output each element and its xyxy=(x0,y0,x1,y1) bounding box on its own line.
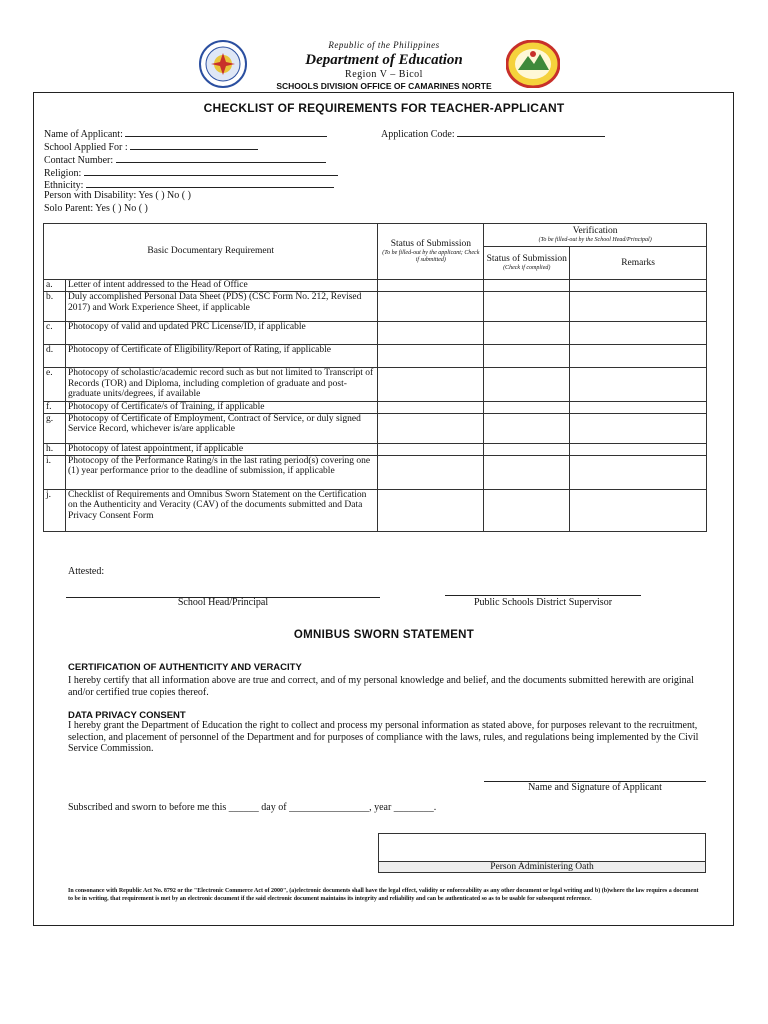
cert-heading: CERTIFICATION OF AUTHENTICITY AND VERACITY xyxy=(68,662,302,673)
supervisor-label: Public Schools District Supervisor xyxy=(473,597,613,608)
omnibus-title: OMNIBUS SWORN STATEMENT xyxy=(293,629,475,641)
row-letter: i. xyxy=(44,455,66,489)
school-applied-line[interactable] xyxy=(130,139,258,150)
row-letter: f. xyxy=(44,402,66,414)
row-requirement: Photocopy of latest appointment, if applicable xyxy=(65,443,377,455)
requirements-table xyxy=(43,223,707,532)
application-code-field[interactable] xyxy=(381,126,605,141)
row-verification-cell[interactable] xyxy=(484,292,570,322)
row-status-cell[interactable] xyxy=(378,368,484,402)
row-requirement: Duly accomplished Personal Data Sheet (PDS) (CSC Form No. 212, Revised 2017) and Work Experience Sheet, if applicable xyxy=(65,292,377,322)
applicant-name-line[interactable] xyxy=(125,126,327,137)
table-row xyxy=(44,322,707,345)
row-letter: e. xyxy=(44,368,66,402)
privacy-heading: DATA PRIVACY CONSENT xyxy=(68,710,186,721)
row-status-cell[interactable] xyxy=(378,292,484,322)
footnote: In consonance with Republic Act No. 8792 or the "Electronic Commerce Act of 2000", (a)electronic documents shall have the legal effect, validity or enforceability as any other document or legal writing and b) (b)where the law requires a document to be in writing, that requirement is met by an electronic document if the said electronic document maintains its integrity and reliability and can be authenticated so as to be usable for subsequent reference. xyxy=(68,888,699,902)
religion-line[interactable] xyxy=(84,165,338,176)
row-verification-cell[interactable] xyxy=(484,443,570,455)
row-verification-cell[interactable] xyxy=(484,280,570,292)
col-ver-status-note: (Check if complied) xyxy=(503,264,551,271)
table-row xyxy=(44,443,707,455)
row-status-cell[interactable] xyxy=(378,455,484,489)
row-remarks-cell[interactable] xyxy=(570,489,707,531)
table-row xyxy=(44,292,707,322)
row-remarks-cell[interactable] xyxy=(570,345,707,368)
letterhead xyxy=(0,0,768,92)
school-head-label: School Head/Principal xyxy=(177,597,269,608)
contact-line[interactable] xyxy=(116,152,326,163)
col-requirement-header: Basic Documentary Requirement xyxy=(44,224,378,280)
row-requirement: Photocopy of Certificate/s of Training, if applicable xyxy=(65,402,377,414)
table-row xyxy=(44,368,707,402)
row-requirement: Photocopy of Certificate of Employment, Contract of Service, or duly signed Service Record, whichever is/are applicable xyxy=(65,413,377,443)
oath-label: Person Administering Oath xyxy=(379,861,705,872)
col-remarks-header: Remarks xyxy=(570,247,707,280)
row-remarks-cell[interactable] xyxy=(570,443,707,455)
row-letter: j. xyxy=(44,489,66,531)
row-verification-cell[interactable] xyxy=(484,322,570,345)
row-requirement: Photocopy of Certificate of Eligibility/Report of Rating, if applicable xyxy=(65,345,377,368)
row-requirement: Photocopy of valid and updated PRC License/ID, if applicable xyxy=(65,322,377,345)
department-name: Department of Education xyxy=(305,52,463,68)
row-verification-cell[interactable] xyxy=(484,455,570,489)
row-status-cell[interactable] xyxy=(378,322,484,345)
ethnicity-line[interactable] xyxy=(86,177,334,188)
religion-label: Religion: xyxy=(44,168,82,179)
division-label: SCHOOLS DIVISION OFFICE OF CAMARINES NORTE xyxy=(276,81,492,91)
table-row xyxy=(44,455,707,489)
col-ver-status-header: Status of Submission (Check if complied) xyxy=(484,247,570,280)
attested-label: Attested: xyxy=(68,566,105,577)
table-row xyxy=(44,345,707,368)
republic-label: Republic of the Philippines xyxy=(328,40,440,50)
application-code-label: Application Code: xyxy=(381,129,455,140)
table-row xyxy=(44,413,707,443)
row-requirement: Photocopy of scholastic/academic record such as but not limited to Transcript of Records (TOR) and Diploma, including completion of graduate and post-graduate units/degrees, if available xyxy=(65,368,377,402)
region-label: Region V – Bicol xyxy=(345,69,423,80)
row-remarks-cell[interactable] xyxy=(570,292,707,322)
row-status-cell[interactable] xyxy=(378,402,484,414)
row-status-cell[interactable] xyxy=(378,280,484,292)
table-row xyxy=(44,280,707,292)
ethnicity-label: Ethnicity: xyxy=(44,180,84,191)
row-verification-cell[interactable] xyxy=(484,489,570,531)
col-status-note: (To be filled-out by the applicant; Check if submitted) xyxy=(382,249,480,263)
applicant-name-label: Name of Applicant: xyxy=(44,129,123,140)
row-verification-cell[interactable] xyxy=(484,413,570,443)
col-verification-header: Verification (To be filled-out by the School Head/Principal) xyxy=(484,224,707,247)
cert-text: I hereby certify that all information above are true and correct, and of my personal knowledge and belief, and the documents submitted herewith are original and/or certified true copies thereof. xyxy=(68,675,694,698)
row-verification-cell[interactable] xyxy=(484,345,570,368)
pwd-field[interactable]: Person with Disability: Yes ( ) No ( ) xyxy=(44,190,191,201)
row-requirement: Photocopy of the Performance Rating/s in the last rating period(s) covering one (1) year performance prior to the deadline of submission, if applicable xyxy=(65,455,377,489)
row-remarks-cell[interactable] xyxy=(570,322,707,345)
row-letter: g. xyxy=(44,413,66,443)
row-status-cell[interactable] xyxy=(378,489,484,531)
row-remarks-cell[interactable] xyxy=(570,413,707,443)
subscribed-line[interactable]: Subscribed and sworn to before me this ______ day of ________________, year ________. xyxy=(68,802,437,813)
row-letter: d. xyxy=(44,345,66,368)
row-remarks-cell[interactable] xyxy=(570,455,707,489)
row-status-cell[interactable] xyxy=(378,345,484,368)
col-status-header: Status of Submission (To be filled-out by the applicant; Check if submitted) xyxy=(378,224,484,280)
contact-label: Contact Number: xyxy=(44,155,114,166)
supervisor-signature-line[interactable] xyxy=(445,595,641,596)
row-letter: a. xyxy=(44,280,66,292)
form-title: CHECKLIST OF REQUIREMENTS FOR TEACHER-APPLICANT xyxy=(203,101,565,115)
row-requirement: Checklist of Requirements and Omnibus Sworn Statement on the Certification on the Authenticity and Veracity (CAV) of the documents submitted and Data Privacy Consent Form xyxy=(65,489,377,531)
table-row xyxy=(44,402,707,414)
applicant-signature-label: Name and Signature of Applicant xyxy=(528,782,662,793)
school-applied-label: School Applied For : xyxy=(44,142,128,153)
col-verification-note: (To be filled-out by the School Head/Principal) xyxy=(538,236,652,243)
privacy-text: I hereby grant the Department of Education the right to collect and process my personal information as stated above, for purposes relevant to the recruitment, selection, and placement of personnel of the Department and for purposes of compliance with the laws, rules, and regulations being implemented by the Civil Service Commission. xyxy=(68,720,699,754)
row-remarks-cell[interactable] xyxy=(570,368,707,402)
row-letter: c. xyxy=(44,322,66,345)
row-status-cell[interactable] xyxy=(378,443,484,455)
row-remarks-cell[interactable] xyxy=(570,280,707,292)
row-verification-cell[interactable] xyxy=(484,368,570,402)
row-letter: h. xyxy=(44,443,66,455)
row-status-cell[interactable] xyxy=(378,413,484,443)
oath-box[interactable] xyxy=(378,833,706,873)
row-letter: b. xyxy=(44,292,66,322)
row-requirement: Letter of intent addressed to the Head of Office xyxy=(65,280,377,292)
solo-parent-field[interactable]: Solo Parent: Yes ( ) No ( ) xyxy=(44,203,148,214)
row-remarks-cell[interactable] xyxy=(570,402,707,414)
row-verification-cell[interactable] xyxy=(484,402,570,414)
table-row xyxy=(44,489,707,531)
application-code-line[interactable] xyxy=(457,126,605,137)
